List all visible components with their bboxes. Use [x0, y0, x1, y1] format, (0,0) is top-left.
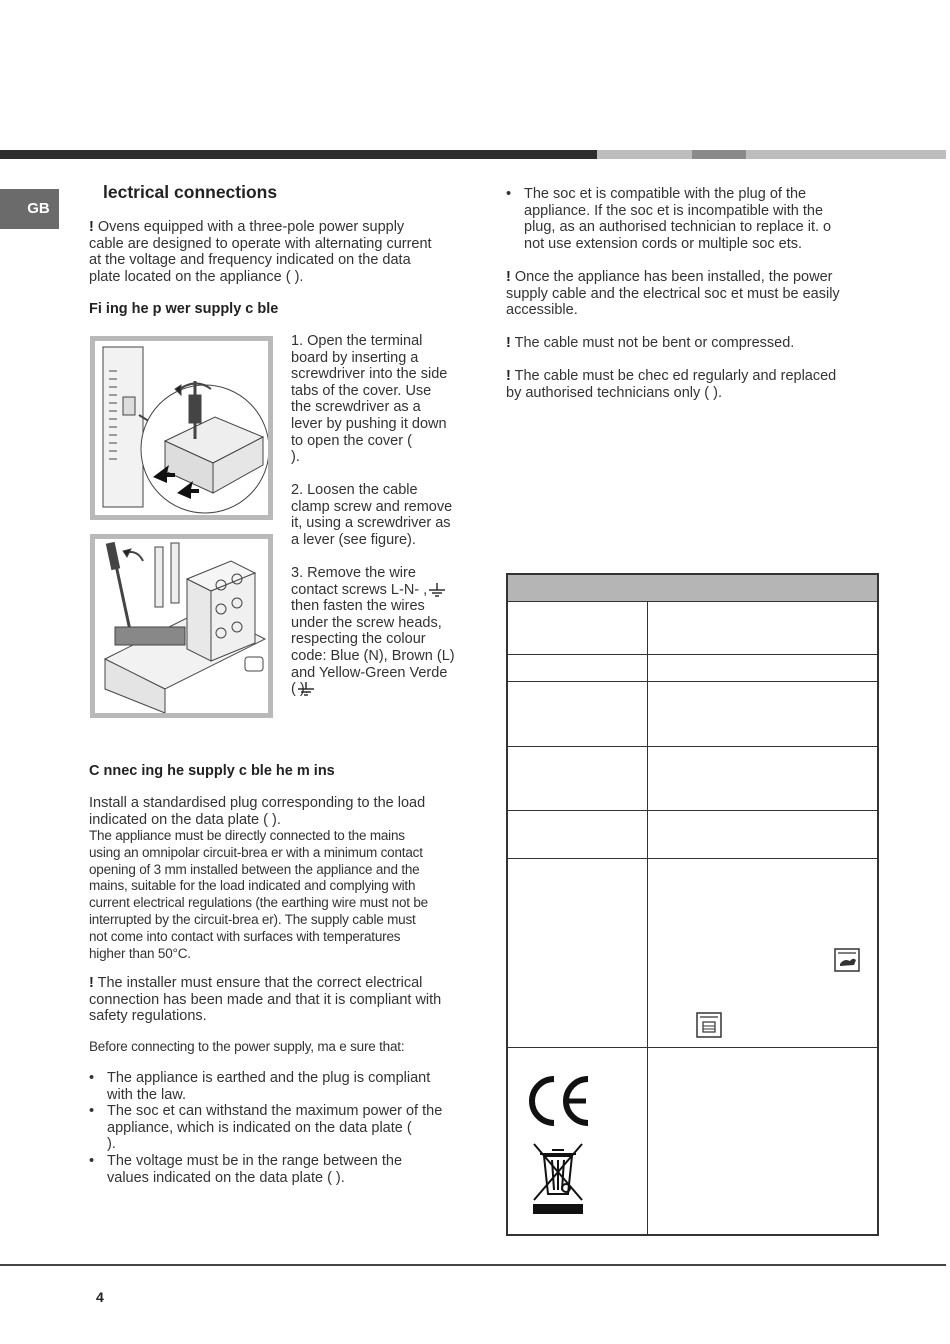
step-2: 2. Loosen the cable clamp screw and remove it, using a screwdriver as a lever (see figure). — [291, 482, 453, 548]
table-divider — [647, 601, 648, 1234]
language-tab: GB — [0, 189, 59, 229]
table-row-separator — [508, 746, 877, 747]
list-item: • The soc et is compatible with the plug of the appliance. If the soc et is incompatible with the plug, as an authorised technician to replace it. o not use extension cords or multiple soc ets. — [506, 186, 886, 252]
technical-data-table — [506, 573, 879, 1236]
warning-mark: ! — [89, 219, 94, 235]
warning-mark: ! — [506, 269, 511, 285]
weee-bin-icon — [530, 1142, 586, 1216]
list-item: • The soc et can withstand the maximum power of the appliance, which is indicated on the data plate ( ). — [89, 1103, 469, 1153]
installer-warning: ! The installer must ensure that the correct electrical connection has been made and that it is compliant with safety regulations. — [89, 975, 442, 1025]
ce-mark-icon — [524, 1073, 592, 1129]
top-bar-dark — [0, 150, 597, 159]
table-row-separator — [508, 1047, 877, 1048]
top-bar-light-1 — [597, 150, 692, 159]
footer-rule — [0, 1264, 946, 1266]
fitting-heading: Fi ing he p wer supply c ble — [89, 301, 279, 317]
socket-list — [506, 186, 886, 252]
accessibility-note: ! Once the appliance has been installed, the power supply cable and the electrical soc et must be easily accessible. — [506, 269, 840, 319]
oven-function-icon — [696, 1012, 722, 1038]
list-item: • The appliance is earthed and the plug is compliant with the law. — [89, 1070, 469, 1103]
step-3: 3. Remove the wire contact screws L-N- , then fasten the wires under the screw heads, respecting the colour code: Blue (N), Brown (L) and Yellow-Green Verde ( ). — [291, 565, 455, 698]
intro-paragraph: ! Ovens equipped with a three-pole power supply cable are designed to operate with alternating current at the voltage and frequency indicated on the data plate located on the appliance ( ). — [89, 219, 432, 285]
top-bar-light-2 — [746, 150, 946, 159]
step-1: 1. Open the terminal board by inserting a screwdriver into the side tabs of the cover. Use the screwdriver as a lever by pushing it down to open the cover ( ). — [291, 333, 448, 466]
install-paragraph: Install a standardised plug corresponding to the load indicated on the data plate ( ). — [89, 795, 426, 828]
mains-paragraph: The appliance must be directly connected to the mains using an omnipolar circuit-brea er with a minimum contact opening of 3 mm installed between the appliance and the mains, suitable for the load indicated and complying with current electrical regulations (the earthing wire must not be interrupted by the circuit-brea er). The supply cable must not come into contact with surfaces with temperatures higher than 50°C. — [89, 828, 428, 961]
wiring-illustration — [95, 539, 268, 713]
table-row-separator — [508, 654, 877, 655]
table-header — [508, 575, 877, 602]
cable-clamp-figure — [90, 534, 273, 718]
page-number: 4 — [96, 1289, 104, 1305]
terminal-cover-illustration — [95, 341, 268, 515]
terminal-board-figure — [90, 336, 273, 520]
table-row-separator — [508, 810, 877, 811]
before-connecting-text: Before connecting to the power supply, ma e sure that: — [89, 1039, 405, 1054]
cable-bend-note: ! The cable must not be bent or compressed. — [506, 335, 795, 351]
list-item: • The voltage must be in the range between the values indicated on the data plate ( ). — [89, 1153, 469, 1186]
earth-icon — [427, 583, 447, 599]
table-row-separator — [508, 858, 877, 859]
cleaning-function-icon — [834, 948, 860, 972]
earth-icon — [296, 682, 316, 698]
section-title: lectrical connections — [103, 182, 278, 202]
connecting-heading: C nnec ing he supply c ble he m ins — [89, 763, 335, 779]
cable-check-note: ! The cable must be chec ed regularly and replaced by authorised technicians only ( ). — [506, 368, 837, 401]
warning-mark: ! — [506, 368, 511, 384]
table-row-separator — [508, 681, 877, 682]
check-list — [89, 1070, 469, 1186]
warning-mark: ! — [506, 335, 511, 351]
warning-mark: ! — [89, 975, 94, 991]
top-bar-mid — [692, 150, 746, 159]
